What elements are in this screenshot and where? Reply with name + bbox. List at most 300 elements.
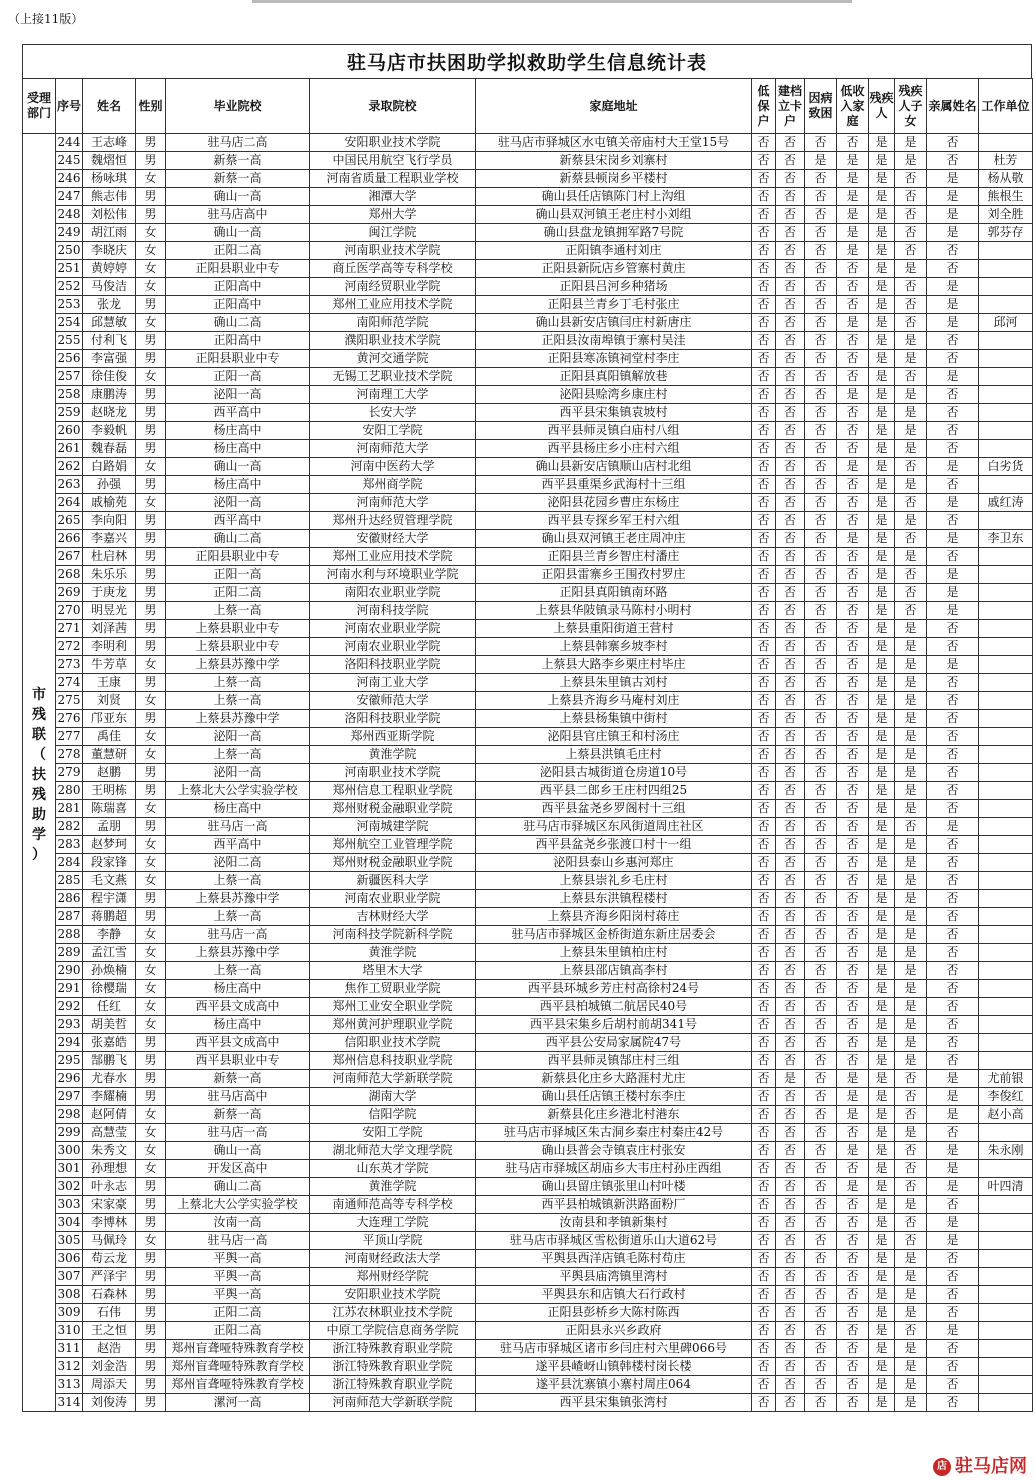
table-cell: 否	[927, 1268, 979, 1286]
table-cell: 刘金浩	[83, 1358, 136, 1376]
table-cell: 郑州工业应用技术学院	[310, 296, 476, 314]
table-cell: 否	[837, 746, 869, 764]
table-row	[23, 134, 1033, 152]
table-cell: 否	[837, 656, 869, 674]
table-cell: 郭芬存	[979, 224, 1033, 242]
table-cell: 否	[927, 944, 979, 962]
table-cell: 确山县任店镇王楼村东李庄	[476, 1088, 752, 1106]
table-cell: 湖北师范大学文理学院	[310, 1142, 476, 1160]
table-cell: 否	[895, 188, 927, 206]
table-cell: 是	[895, 1268, 927, 1286]
table-cell: 正阳高中	[166, 296, 310, 314]
table-row	[23, 512, 1033, 530]
table-cell: 295	[56, 1052, 83, 1070]
table-cell: 黄河交通学院	[310, 350, 476, 368]
table-cell: 是	[927, 1322, 979, 1340]
table-cell: 否	[805, 1286, 837, 1304]
table-cell: 否	[752, 872, 776, 890]
table-cell: 正阳县职业中专	[166, 548, 310, 566]
table-row	[23, 1070, 1033, 1088]
table-cell: 否	[895, 1232, 927, 1250]
table-cell: 上蔡县韩寨乡坡李村	[476, 638, 752, 656]
table-cell: 河南科技学院新科学院	[310, 926, 476, 944]
table-cell: 否	[752, 1160, 776, 1178]
table-cell: 否	[805, 926, 837, 944]
table-cell: 上蔡县齐海乡阳岗村蒋庄	[476, 908, 752, 926]
table-cell: 是	[895, 998, 927, 1016]
seal-icon: 店	[933, 1458, 951, 1476]
table-cell	[979, 512, 1033, 530]
table-cell: 是	[869, 1070, 895, 1088]
table-cell: 否	[776, 512, 805, 530]
table-cell: 西平县公安局家属院47号	[476, 1034, 752, 1052]
table-cell: 李耀楠	[83, 1088, 136, 1106]
table-cell: 否	[927, 1124, 979, 1142]
table-cell: 否	[805, 278, 837, 296]
table-cell: 是	[837, 188, 869, 206]
table-cell: 是	[927, 602, 979, 620]
table-cell: 李明利	[83, 638, 136, 656]
table-cell: 311	[56, 1340, 83, 1358]
table-cell: 是	[837, 314, 869, 332]
table-cell: 是	[869, 314, 895, 332]
table-row	[23, 386, 1033, 404]
table-cell: 否	[805, 584, 837, 602]
table-cell: 否	[805, 620, 837, 638]
table-cell: 245	[56, 152, 83, 170]
table-cell: 否	[837, 620, 869, 638]
table-cell: 否	[805, 188, 837, 206]
table-cell: 新蔡县化庄乡港北村港东	[476, 1106, 752, 1124]
table-cell: 259	[56, 404, 83, 422]
table-cell: 否	[776, 242, 805, 260]
table-cell: 否	[752, 854, 776, 872]
table-cell: 248	[56, 206, 83, 224]
table-cell: 赵浩	[83, 1340, 136, 1358]
table-cell: 否	[895, 314, 927, 332]
table-cell: 否	[776, 836, 805, 854]
table-cell: 是	[895, 260, 927, 278]
table-cell: 否	[805, 224, 837, 242]
column-header: 低保户	[752, 79, 776, 134]
table-cell: 上蔡县重阳街道王营村	[476, 620, 752, 638]
table-cell: 新疆医科大学	[310, 872, 476, 890]
table-cell: 邱河	[979, 314, 1033, 332]
table-cell: 270	[56, 602, 83, 620]
table-cell: 康鹏涛	[83, 386, 136, 404]
table-cell	[979, 620, 1033, 638]
table-cell: 否	[895, 584, 927, 602]
table-cell: 否	[752, 152, 776, 170]
table-cell: 否	[805, 746, 837, 764]
table-cell: 平顶山学院	[310, 1232, 476, 1250]
table-cell	[979, 134, 1033, 152]
table-cell: 闽江学院	[310, 224, 476, 242]
table-cell: 否	[776, 944, 805, 962]
table-cell: 是	[837, 1178, 869, 1196]
table-cell: 驻马店一高	[166, 1232, 310, 1250]
table-cell: 赵晓龙	[83, 404, 136, 422]
table-cell	[979, 1322, 1033, 1340]
table-cell: 否	[805, 962, 837, 980]
table-cell: 是	[869, 224, 895, 242]
table-cell: 男	[136, 1034, 166, 1052]
table-cell: 是	[869, 350, 895, 368]
table-cell: 否	[927, 836, 979, 854]
table-cell: 否	[927, 746, 979, 764]
table-cell	[979, 350, 1033, 368]
table-cell: 否	[776, 890, 805, 908]
table-cell: 女	[136, 962, 166, 980]
table-cell: 驻马店高中	[166, 206, 310, 224]
table-cell: 否	[776, 350, 805, 368]
table-cell: 否	[776, 1340, 805, 1358]
table-cell: 否	[776, 1214, 805, 1232]
table-cell: 邝亚东	[83, 710, 136, 728]
table-cell: 291	[56, 980, 83, 998]
table-cell: 黄淮学院	[310, 746, 476, 764]
table-cell: 男	[136, 782, 166, 800]
table-cell: 正阳县真阳镇解放巷	[476, 368, 752, 386]
table-cell: 西平县宋集乡后胡村前胡341号	[476, 1016, 752, 1034]
table-cell: 任红	[83, 998, 136, 1016]
table-cell: 男	[136, 1322, 166, 1340]
table-cell: 男	[136, 152, 166, 170]
table-cell: 河南经贸职业学院	[310, 278, 476, 296]
table-row	[23, 1358, 1033, 1376]
table-cell: 女	[136, 800, 166, 818]
table-cell: 男	[136, 206, 166, 224]
table-cell: 郑州盲聋哑特殊教育学校	[166, 1376, 310, 1394]
table-cell: 否	[776, 674, 805, 692]
table-cell: 284	[56, 854, 83, 872]
table-cell: 朱乐乐	[83, 566, 136, 584]
table-cell: 王志峰	[83, 134, 136, 152]
table-cell: 是	[869, 260, 895, 278]
table-cell: 否	[927, 242, 979, 260]
table-cell: 否	[927, 476, 979, 494]
table-cell: 280	[56, 782, 83, 800]
table-cell: 244	[56, 134, 83, 152]
table-cell: 马俊洁	[83, 278, 136, 296]
table-row	[23, 1286, 1033, 1304]
table-cell: 否	[752, 728, 776, 746]
table-cell: 河南农业职业学院	[310, 890, 476, 908]
table-cell	[979, 728, 1033, 746]
table-cell: 信阳职业技术学院	[310, 1034, 476, 1052]
table-cell: 否	[837, 1034, 869, 1052]
table-cell: 李富强	[83, 350, 136, 368]
table-cell: 289	[56, 944, 83, 962]
table-cell: 否	[837, 638, 869, 656]
table-cell: 男	[136, 620, 166, 638]
table-cell: 新蔡一高	[166, 1070, 310, 1088]
table-cell: 男	[136, 512, 166, 530]
table-cell: 否	[837, 1160, 869, 1178]
table-cell	[979, 764, 1033, 782]
table-cell: 男	[136, 1178, 166, 1196]
table-cell: 否	[752, 1070, 776, 1088]
table-cell: 否	[776, 980, 805, 998]
table-cell: 上蔡县苏豫中学	[166, 890, 310, 908]
table-cell: 309	[56, 1304, 83, 1322]
table-cell: 否	[837, 332, 869, 350]
table-cell: 黄淮学院	[310, 944, 476, 962]
table-cell: 平舆县东和店镇大石行政村	[476, 1286, 752, 1304]
table-cell: 上蔡县杨集镇中街村	[476, 710, 752, 728]
table-cell: 260	[56, 422, 83, 440]
table-cell: 否	[776, 710, 805, 728]
table-cell: 李晓庆	[83, 242, 136, 260]
table-cell: 郑州西亚斯学院	[310, 728, 476, 746]
table-cell: 否	[752, 314, 776, 332]
table-cell: 杨庄高中	[166, 476, 310, 494]
table-cell: 252	[56, 278, 83, 296]
table-cell: 否	[776, 584, 805, 602]
table-cell: 否	[776, 1160, 805, 1178]
table-row	[23, 584, 1033, 602]
table-cell: 遂平县嵖岈山镇韩楼村岗长楼	[476, 1358, 752, 1376]
table-cell: 正阳二高	[166, 1304, 310, 1322]
table-cell: 是	[869, 746, 895, 764]
table-cell: 驻马店一高	[166, 1124, 310, 1142]
table-cell: 杨庄高中	[166, 440, 310, 458]
table-cell: 禹佳	[83, 728, 136, 746]
table-cell: 是	[869, 638, 895, 656]
table-cell: 否	[805, 782, 837, 800]
table-cell: 否	[895, 242, 927, 260]
table-cell: 赵鹏	[83, 764, 136, 782]
table-cell: 否	[752, 1034, 776, 1052]
table-cell: 否	[895, 1070, 927, 1088]
table-cell: 否	[752, 962, 776, 980]
table-cell: 魏春磊	[83, 440, 136, 458]
table-cell: 305	[56, 1232, 83, 1250]
table-cell: 确山县任店镇陈门村上沟组	[476, 188, 752, 206]
table-cell: 否	[805, 1106, 837, 1124]
table-cell: 否	[837, 980, 869, 998]
table-cell: 否	[805, 728, 837, 746]
table-cell: 是	[837, 1088, 869, 1106]
table-cell: 否	[805, 242, 837, 260]
column-header: 工作单位	[979, 79, 1033, 134]
table-cell: 否	[927, 152, 979, 170]
table-cell: 确山县双河镇王老庄村小刘组	[476, 206, 752, 224]
table-cell: 否	[837, 134, 869, 152]
table-cell: 是	[869, 170, 895, 188]
column-header: 毕业院校	[166, 79, 310, 134]
table-cell: 正阳县兰青乡智庄村潘庄	[476, 548, 752, 566]
table-row	[23, 710, 1033, 728]
table-cell: 否	[927, 692, 979, 710]
table-cell: 否	[927, 134, 979, 152]
table-cell: 郑州升达经贸管理学院	[310, 512, 476, 530]
table-row	[23, 278, 1033, 296]
table-row	[23, 566, 1033, 584]
table-cell: 282	[56, 818, 83, 836]
column-header: 低收入家庭	[837, 79, 869, 134]
table-cell: 否	[837, 1394, 869, 1412]
table-cell: 否	[805, 836, 837, 854]
table-cell: 是	[869, 440, 895, 458]
table-cell: 是	[895, 1250, 927, 1268]
table-cell: 是	[837, 152, 869, 170]
table-cell: 正阳县永兴乡政府	[476, 1322, 752, 1340]
table-cell: 信阳学院	[310, 1106, 476, 1124]
table-cell: 否	[927, 1376, 979, 1394]
table-cell: 邱慧敏	[83, 314, 136, 332]
table-cell: 郑州财税金融职业学院	[310, 854, 476, 872]
table-row	[23, 530, 1033, 548]
table-cell: 306	[56, 1250, 83, 1268]
table-cell: 确山县新安店镇顺山店村北组	[476, 458, 752, 476]
table-cell: 李俊红	[979, 1088, 1033, 1106]
table-cell: 297	[56, 1088, 83, 1106]
table-cell: 否	[752, 1232, 776, 1250]
table-cell: 男	[136, 440, 166, 458]
table-cell: 是	[895, 1016, 927, 1034]
table-cell	[979, 1034, 1033, 1052]
table-cell: 正阳县彭桥乡大陈村陈西	[476, 1304, 752, 1322]
table-cell: 无锡工艺职业技术学院	[310, 368, 476, 386]
table-cell: 是	[869, 872, 895, 890]
table-cell: 是	[869, 818, 895, 836]
table-cell	[979, 872, 1033, 890]
table-cell: 男	[136, 584, 166, 602]
table-cell: 上蔡一高	[166, 908, 310, 926]
table-cell: 否	[837, 1340, 869, 1358]
table-cell: 正阳高中	[166, 332, 310, 350]
table-row	[23, 656, 1033, 674]
table-cell: 否	[837, 440, 869, 458]
table-cell: 否	[776, 1106, 805, 1124]
table-cell: 泌阳县泰山乡惠河郑庄	[476, 854, 752, 872]
table-cell: 是	[869, 1088, 895, 1106]
table-cell: 否	[895, 368, 927, 386]
table-cell: 否	[927, 386, 979, 404]
table-cell: 是	[927, 224, 979, 242]
table-cell: 否	[805, 1268, 837, 1286]
table-row	[23, 818, 1033, 836]
table-cell: 女	[136, 692, 166, 710]
table-cell: 否	[805, 1142, 837, 1160]
table-cell: 否	[752, 926, 776, 944]
table-cell: 泌阳一高	[166, 764, 310, 782]
table-cell: 正阳二高	[166, 1322, 310, 1340]
table-cell: 是	[869, 1016, 895, 1034]
table-cell: 277	[56, 728, 83, 746]
table-cell: 女	[136, 926, 166, 944]
table-cell: 否	[837, 350, 869, 368]
table-cell: 女	[136, 314, 166, 332]
table-cell: 否	[805, 332, 837, 350]
table-cell: 否	[752, 908, 776, 926]
table-cell: 女	[136, 872, 166, 890]
table-cell: 否	[776, 548, 805, 566]
table-cell: 否	[837, 1196, 869, 1214]
table-cell	[979, 1016, 1033, 1034]
table-cell: 否	[895, 296, 927, 314]
table-cell: 否	[805, 998, 837, 1016]
table-cell: 否	[837, 1268, 869, 1286]
table-cell: 281	[56, 800, 83, 818]
table-cell: 否	[805, 1034, 837, 1052]
table-cell: 汝南县和孝镇新集村	[476, 1214, 752, 1232]
table-cell: 否	[776, 188, 805, 206]
table-cell: 是	[869, 620, 895, 638]
table-cell	[979, 386, 1033, 404]
table-cell: 否	[927, 764, 979, 782]
table-cell: 叶永志	[83, 1178, 136, 1196]
table-cell	[979, 926, 1033, 944]
table-cell: 是	[869, 584, 895, 602]
table-cell: 否	[805, 692, 837, 710]
table-cell: 否	[752, 224, 776, 242]
table-row	[23, 296, 1033, 314]
table-cell: 正阳县兰青乡丁毛村张庄	[476, 296, 752, 314]
table-cell: 298	[56, 1106, 83, 1124]
table-cell: 251	[56, 260, 83, 278]
table-cell: 男	[136, 908, 166, 926]
table-cell: 是	[869, 134, 895, 152]
table-cell: 否	[752, 800, 776, 818]
table-cell: 徐佳俊	[83, 368, 136, 386]
table-cell	[979, 1268, 1033, 1286]
table-cell: 汝南一高	[166, 1214, 310, 1232]
table-cell: 否	[837, 260, 869, 278]
table-cell: 否	[776, 1016, 805, 1034]
table-cell: 否	[776, 1394, 805, 1412]
table-cell: 否	[776, 1286, 805, 1304]
table-cell: 是	[869, 1214, 895, 1232]
table-row	[23, 1052, 1033, 1070]
table-cell: 平舆一高	[166, 1250, 310, 1268]
table-cell: 是	[869, 1322, 895, 1340]
table-cell	[979, 836, 1033, 854]
table-cell: 是	[895, 1124, 927, 1142]
table-cell: 男	[136, 296, 166, 314]
table-cell: 是	[927, 656, 979, 674]
table-cell: 否	[805, 1232, 837, 1250]
table-cell: 西平高中	[166, 836, 310, 854]
table-cell: 新蔡一高	[166, 170, 310, 188]
table-cell: 254	[56, 314, 83, 332]
table-cell: 郑州信息科技职业学院	[310, 1052, 476, 1070]
student-info-table	[22, 78, 1033, 1412]
table-cell: 否	[776, 1088, 805, 1106]
table-cell: 否	[895, 1088, 927, 1106]
table-cell: 否	[776, 1268, 805, 1286]
table-cell: 否	[837, 422, 869, 440]
table-cell: 是	[927, 818, 979, 836]
table-cell: 是	[927, 1142, 979, 1160]
table-cell: 是	[895, 1286, 927, 1304]
table-cell: 刘泽茜	[83, 620, 136, 638]
table-cell: 否	[837, 1358, 869, 1376]
table-cell: 否	[752, 332, 776, 350]
table-cell: 西平县文成高中	[166, 998, 310, 1016]
table-cell: 是	[869, 854, 895, 872]
table-cell: 女	[136, 1124, 166, 1142]
table-cell: 否	[837, 404, 869, 422]
table-cell: 313	[56, 1376, 83, 1394]
table-cell: 273	[56, 656, 83, 674]
table-cell: 否	[776, 152, 805, 170]
table-cell: 是	[869, 1286, 895, 1304]
table-cell: 否	[805, 1394, 837, 1412]
table-cell: 是	[895, 332, 927, 350]
table-cell: 否	[752, 260, 776, 278]
